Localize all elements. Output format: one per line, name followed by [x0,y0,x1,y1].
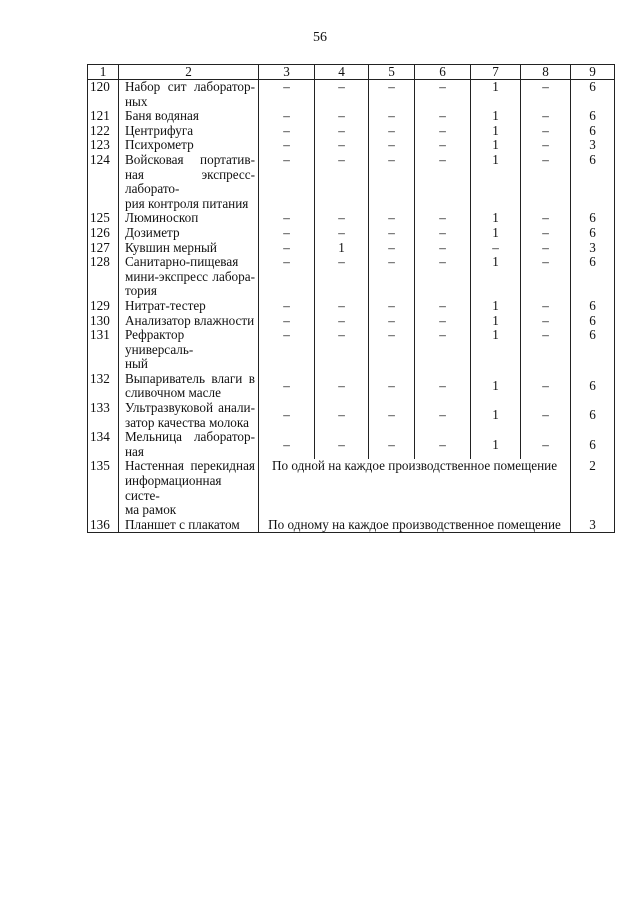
total-quantity: 6 [571,109,615,124]
quantity-cell-col-4: – [315,328,369,372]
quantity-cell-col-6: – [415,80,471,110]
item-name-line: Мельница лаборатор- [125,429,255,445]
quantity-cell-col-8: – [521,153,571,211]
item-name [119,226,259,241]
row-number: 135 [88,459,119,517]
item-name-line: ный [125,356,148,372]
quantity-cell-col-3: – [259,328,315,372]
quantity-cell-col-6: – [415,255,471,299]
row-number: 122 [88,124,119,139]
quantity-cell-col-5: – [369,109,415,124]
quantity-cell-col-4: – [315,401,369,430]
quantity-cell-col-6: – [415,328,471,372]
item-name-line: затор качества молока [125,414,249,430]
row-number: 136 [88,518,119,533]
table-row [88,109,615,124]
item-name-line: ная экспресс-лаборато- [125,166,255,197]
table-row [88,80,615,110]
quantity-cell-col-8: – [521,401,571,430]
quantity-cell-col-3: – [259,153,315,211]
table-row [88,430,615,459]
quantity-cell-col-5: – [369,299,415,314]
header-col-5: 5 [369,65,415,80]
quantity-cell-col-3: – [259,314,315,329]
quantity-cell-col-7: 1 [471,299,521,314]
total-quantity: 3 [571,518,615,533]
quantity-cell-col-7: 1 [471,80,521,110]
table-row [88,459,615,517]
quantity-cell-col-3: – [259,401,315,430]
quantity-cell-col-7: 1 [471,314,521,329]
quantity-cell-col-6: – [415,153,471,211]
item-name-line: Дозиметр [125,224,180,240]
quantity-cell-col-6: – [415,226,471,241]
total-quantity: 6 [571,255,615,299]
row-number: 124 [88,153,119,211]
item-name [119,80,259,110]
quantity-cell-col-4: – [315,226,369,241]
quantity-cell-col-7: 1 [471,124,521,139]
item-name-line: Санитарно-пищевая [125,254,239,270]
quantity-cell-col-3: – [259,255,315,299]
item-name [119,314,259,329]
quantity-cell-col-5: – [369,255,415,299]
table-row [88,241,615,256]
item-name-line: Центрифуга [125,122,194,138]
item-name-line: ная [125,443,144,459]
item-name-line: Психрометр [125,137,194,153]
quantity-cell-col-4: – [315,372,369,401]
quantity-cell-col-8: – [521,109,571,124]
table-row [88,153,615,211]
header-col-8: 8 [521,65,571,80]
quantity-cell-col-7: 1 [471,255,521,299]
item-name-line: Выпариватель влаги в [125,370,255,386]
row-number: 128 [88,255,119,299]
quantity-cell-col-7: 1 [471,372,521,401]
quantity-cell-col-7: 1 [471,401,521,430]
quantity-cell-col-3: – [259,430,315,459]
quantity-cell-col-8: – [521,226,571,241]
quantity-cell-col-6: – [415,372,471,401]
row-number: 130 [88,314,119,329]
quantity-cell-col-5: – [369,153,415,211]
total-quantity: 6 [571,314,615,329]
item-name-line: Набор сит лаборатор- [125,79,255,94]
header-col-4: 4 [315,65,369,80]
header-col-3: 3 [259,65,315,80]
quantity-cell-col-6: – [415,138,471,153]
total-quantity: 6 [571,328,615,372]
header-col-6: 6 [415,65,471,80]
row-number: 126 [88,226,119,241]
header-col-2: 2 [119,65,259,80]
quantity-cell-col-8: – [521,372,571,401]
item-name-line: тория [125,283,157,299]
quantity-cell-col-4: – [315,314,369,329]
quantity-cell-col-4: – [315,255,369,299]
item-name-line: Анализатор влажности [125,312,255,328]
quantity-cell-col-3: – [259,124,315,139]
quantity-cell-col-8: – [521,80,571,110]
total-quantity: 3 [571,138,615,153]
quantity-cell-col-8: – [521,124,571,139]
quantity-cell-col-7: 1 [471,328,521,372]
quantity-cell-col-6: – [415,109,471,124]
item-name [119,124,259,139]
quantity-cell-col-5: – [369,124,415,139]
item-name-line: Ультразвуковой анали- [125,400,255,416]
item-name [119,299,259,314]
quantity-cell-col-7: 1 [471,138,521,153]
quantity-cell-col-8: – [521,430,571,459]
table-body [88,80,615,533]
total-quantity: 6 [571,430,615,459]
item-name [119,211,259,226]
table-header-row [88,65,615,80]
item-name-line: Люминоскоп [125,210,199,226]
item-name-line: Настенная перекидная [125,458,255,474]
total-quantity: 6 [571,124,615,139]
item-name-line: Войсковая портатив- [125,151,255,167]
row-number: 123 [88,138,119,153]
quantity-cell-col-3: – [259,299,315,314]
table-row [88,211,615,226]
quantity-cell-col-5: – [369,328,415,372]
quantity-cell-col-5: – [369,314,415,329]
quantity-cell-col-5: – [369,211,415,226]
item-name-line: Нитрат-тестер [125,297,206,313]
quantity-cell-col-3: – [259,211,315,226]
quantity-cell-col-6: – [415,241,471,256]
total-quantity: 2 [571,459,615,517]
table-row [88,138,615,153]
item-name-line: ных [125,93,148,109]
header-col-9: 9 [571,65,615,80]
quantity-cell-col-3: – [259,226,315,241]
quantity-cell-col-7: 1 [471,226,521,241]
item-name [119,138,259,153]
quantity-cell-col-6: – [415,211,471,226]
item-name-line: мини-экспресс лабора- [125,268,255,284]
header-col-1: 1 [88,65,119,80]
quantity-cell-col-5: – [369,401,415,430]
item-name [119,328,259,372]
table-row [88,518,615,533]
quantity-cell-col-5: – [369,430,415,459]
row-number: 129 [88,299,119,314]
row-number: 134 [88,430,119,459]
page-number: 56 [313,30,327,45]
quantity-cell-col-8: – [521,255,571,299]
quantity-cell-col-7: 1 [471,211,521,226]
quantity-cell-col-4: – [315,80,369,110]
item-name [119,518,259,533]
total-quantity: 6 [571,226,615,241]
item-name [119,401,259,430]
total-quantity: 6 [571,372,615,401]
item-name-line: Рефрактор универсаль- [125,327,194,357]
item-name [119,255,259,299]
quantity-cell-col-7: 1 [471,430,521,459]
quantity-cell-col-4: 1 [315,241,369,256]
total-quantity: 3 [571,241,615,256]
item-name-line: Планшет с плакатом [125,516,240,532]
total-quantity: 6 [571,153,615,211]
item-name-line: информационная систе- [125,473,222,503]
table-row [88,124,615,139]
item-name [119,459,259,517]
item-name [119,153,259,211]
quantity-cell-col-5: – [369,80,415,110]
quantity-cell-col-4: – [315,138,369,153]
quantity-cell-col-6: – [415,401,471,430]
total-quantity: 6 [571,80,615,110]
quantity-cell-col-6: – [415,299,471,314]
quantity-cell-col-3: – [259,109,315,124]
quantity-cell-col-6: – [415,124,471,139]
total-quantity: 6 [571,299,615,314]
quantity-cell-col-3: – [259,241,315,256]
quantity-cell-col-5: – [369,372,415,401]
table-row [88,226,615,241]
table-row [88,314,615,329]
item-name-line: рия контроля питания [125,195,249,211]
quantity-cell-col-6: – [415,314,471,329]
quantity-cell-col-8: – [521,314,571,329]
quantity-cell-col-7: 1 [471,109,521,124]
quantity-cell-col-4: – [315,124,369,139]
row-number: 132 [88,372,119,401]
item-name [119,430,259,459]
table-row [88,401,615,430]
quantity-cell-col-4: – [315,211,369,226]
quantity-cell-col-5: – [369,226,415,241]
total-quantity: 6 [571,211,615,226]
item-name-line: Баня водяная [125,108,199,124]
table-row [88,255,615,299]
quantity-cell-col-8: – [521,299,571,314]
merged-quantity-note: По одной на каждое производственное помещение [259,459,571,517]
quantity-cell-col-3: – [259,372,315,401]
quantity-cell-col-6: – [415,430,471,459]
quantity-cell-col-4: – [315,109,369,124]
equipment-table [87,64,615,533]
quantity-cell-col-8: – [521,241,571,256]
row-number: 125 [88,211,119,226]
quantity-cell-col-7: – [471,241,521,256]
quantity-cell-col-8: – [521,138,571,153]
quantity-cell-col-7: 1 [471,153,521,211]
row-number: 131 [88,328,119,372]
row-number: 120 [88,80,119,110]
item-name-line: Кувшин мерный [125,239,217,255]
quantity-cell-col-8: – [521,211,571,226]
row-number: 127 [88,241,119,256]
quantity-cell-col-4: – [315,299,369,314]
header-col-7: 7 [471,65,521,80]
table-row [88,328,615,372]
item-name [119,109,259,124]
item-name-line: ма рамок [125,502,177,518]
table-row [88,299,615,314]
total-quantity: 6 [571,401,615,430]
quantity-cell-col-4: – [315,430,369,459]
row-number: 121 [88,109,119,124]
quantity-cell-col-5: – [369,241,415,256]
quantity-cell-col-4: – [315,153,369,211]
merged-quantity-note: По одному на каждое производственное помещение [259,518,571,533]
quantity-cell-col-3: – [259,138,315,153]
quantity-cell-col-3: – [259,80,315,110]
item-name-line: сливочном масле [125,385,221,401]
quantity-cell-col-5: – [369,138,415,153]
table-row [88,372,615,401]
row-number: 133 [88,401,119,430]
quantity-cell-col-8: – [521,328,571,372]
item-name [119,372,259,401]
item-name [119,241,259,256]
